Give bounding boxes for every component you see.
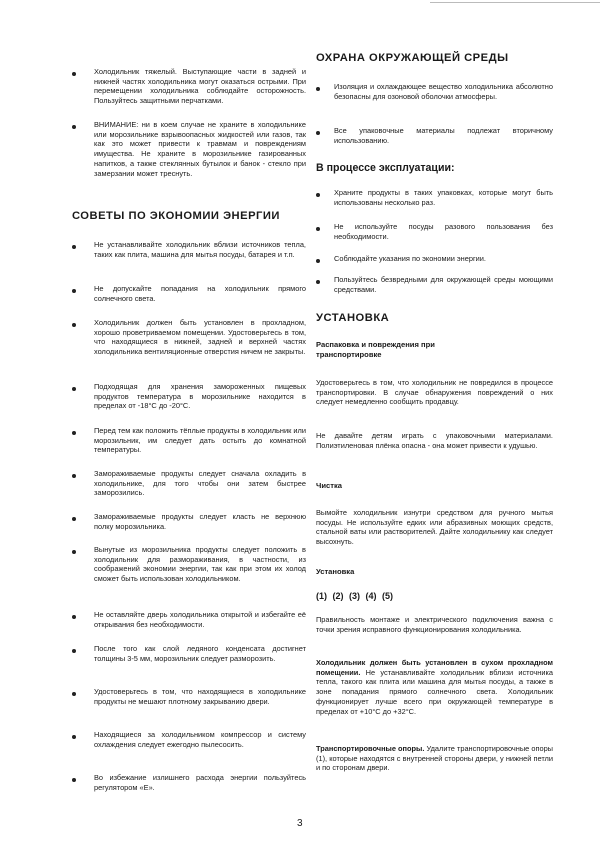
bullet-icon [72,125,76,129]
bullet-icon [72,550,76,554]
list-item: Замораживаемые продукты следует сначала охладить в холодильнике, для того чтобы они затем быстрее заморозились. [72,469,306,498]
bullet-icon [72,323,76,327]
bullet-icon [72,387,76,391]
bullet-icon [316,227,320,231]
list-item: Не используйте посуды разового пользования без необходимости. [316,222,553,241]
unpacking-heading: Распаковка и повреждения при транспортировке [316,340,435,359]
location-paragraph [316,658,553,716]
list-item: Подходящая для хранения замороженных пищевых продуктов температура в морозильнике находится в пределах от -18°C до -20°C. [72,382,306,411]
list-item: Не устанавливайте холодильник вблизи источников тепла, таких как плита, машина для мытья посуды, батарея и т.п. [72,240,306,259]
page-number: 3 [297,818,303,829]
bullet-icon [316,131,320,135]
installation-heading: УСТАНОВКА [316,312,390,324]
list-item: ВНИМАНИЕ: ни в коем случае не храните в холодильнике или морозильнике взрывоопасных жидкостей или газов, так как это может привести к травмам и повреждениям имущества. Не храните в морозильнике газированных напитков, а также стеклянных бутылок и банок - стекло при замерзании может треснуть. [72,120,306,178]
list-item: Вынутые из морозильника продукты следует положить в холодильник для размораживания, в частности, из соображений экономии энергии, так как при этом их холод сможет быть использован холодильником. [72,545,306,584]
list-item: Удостоверьтесь в том, что находящиеся в холодильнике продукты не мешают плотному закрыванию двери. [72,687,306,706]
unpacking-paragraph: Удостоверьтесь в том, что холодильник не повредился в процессе транспортировки. В случае обнаружения повреждений о них следует немедленно сообщить продавцу. [316,378,553,407]
list-item: Холодильник тяжелый. Выступающие части в задней и нижней частях холодильника могут оказаться острыми. При перемещении холодильника соблюдайте осторожность. Пользуйтесь защитными перчатками. [72,67,306,106]
list-item: Не допускайте попадания на холодильник прямого солнечного света. [72,284,306,303]
location-lead: Холодильник должен быть установлен в сухом прохладном помещении. [316,658,553,677]
bullet-icon [72,735,76,739]
list-item: Изоляция и охлаждающее вещество холодильника абсолютно безопасны для озоновой оболочки атмосферы. [316,82,553,101]
location-body: Не устанавливайте холодильник вблизи источника тепла, такого как плита или машина для мытья посуды, а также в зоне попадания прямого солнечного света. Холодильник функционирует лучше всего при окружающей температуре в пределах от +10°C до +32°C. [316,667,553,716]
bullet-icon [72,289,76,293]
bullet-icon [72,72,76,76]
bullet-icon [72,692,76,696]
cleaning-paragraph: Вымойте холодильник изнутри средством для ручного мытья посуды. Не используйте едких или абразивных моющих средств, стальной ваты или растворителей. Дайте холодильнику как следует высохнуть. [316,508,553,547]
list-item: Соблюдайте указания по экономии энергии. [316,254,553,264]
transport-supports-lead: Транспортировочные опоры. [316,744,425,753]
setup-paragraph: Правильность монтаже и электрического подключения важна с точки зрения исправного функционирования холодильника. [316,615,553,634]
top-rule [430,2,600,3]
bullet-icon [72,615,76,619]
list-item: После того как слой ледяного конденсата достигнет толщины 3-5 мм, морозильник следует разморозить. [72,644,306,663]
bullet-icon [72,245,76,249]
bullet-icon [316,280,320,284]
list-item: Перед тем как положить тёплые продукты в холодильник или морозильник, им следует дать остыть до комнатной температуры. [72,426,306,455]
bullet-icon [72,431,76,435]
setup-heading: Установка [316,567,355,576]
list-item: Находящиеся за холодильником компрессор и систему охлаждения следует ежегодно пылесосить. [72,730,306,749]
figure-references: (1) (2) (3) (4) (5) [316,591,393,601]
bullet-icon [72,649,76,653]
transport-supports-body: Удалите транспортировочные опоры (1), которые находятся с внутренней стороны двери, у нижней петли и по сторонам двери. [316,744,553,773]
environment-heading: ОХРАНА ОКРУЖАЮЩЕЙ СРЕДЫ [316,52,509,64]
list-item: Замораживаемые продукты следует класть не верхнюю полку морозильника. [72,512,306,531]
energy-heading: СОВЕТЫ ПО ЭКОНОМИИ ЭНЕРГИИ [72,210,280,222]
bullet-icon [316,87,320,91]
bullet-icon [72,778,76,782]
transport-supports-paragraph [316,744,553,773]
list-item: Холодильник должен быть установлен в прохладном, хорошо проветриваемом помещении. Удостоверьтесь в том, что находящиеся в нижней, задней и верхней частях холодильника вентиляционные отверстия ничем не закрыты. [72,318,306,357]
bullet-icon [316,193,320,197]
cleaning-heading: Чистка [316,481,342,490]
list-item: Пользуйтесь безвредными для окружающей среды моющими средствами. [316,275,553,294]
list-item: Храните продукты в таких упаковках, которые могут быть использованы несколько раз. [316,188,553,207]
bullet-icon [72,517,76,521]
list-item: Все упаковочные материалы подлежат вторичному использованию. [316,126,553,145]
bullet-icon [72,474,76,478]
children-warning-paragraph: Не давайте детям играть с упаковочными материалами. Полиэтиленовая плёнка опасна - она может привести к удушью. [316,431,553,450]
list-item: Во избежание излишнего расхода энергии пользуйтесь регулятором «E». [72,773,306,792]
bullet-icon [316,259,320,263]
list-item: Не оставляйте дверь холодильника открытой и избегайте её открывания без необходимости. [72,610,306,629]
usage-heading: В процессе эксплуатации: [316,162,455,174]
